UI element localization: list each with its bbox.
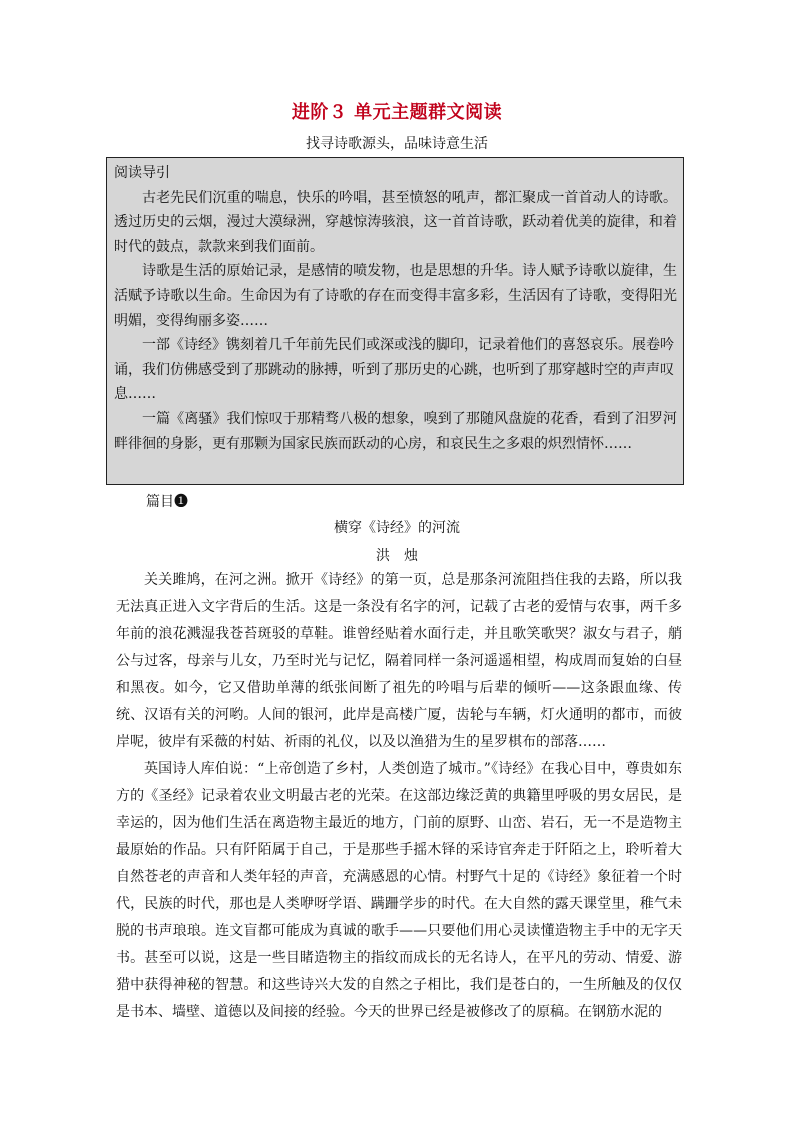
article-author: 洪烛 <box>376 548 432 564</box>
article-paragraph: 关关雎鸠，在河之洲。掀开《诗经》的第一页，总是那条河流阻挡住我的去路，所以我无法真正进入文字背后的生活。这是一条没有名字的河，记载了古老的爱情与农事，两千多年前的浪花溅湿我苍苔斑驳的草鞋。谁曾经贴着水面行走，并且歌笑歌哭？淑女与君子，艄公与过客，母亲与儿女，乃至时光与记忆，隔着同样一条河遥遥相望，构成周而复始的白昼和黑夜。如今，它又借助单薄的纸张间断了祖先的吟唱与后辈的倾听——这条跟血缘、传统、汉语有关的河哟。人间的银河，此岸是高楼广厦，齿轮与车辆，灯火通明的都市，而彼岸呢，彼岸有采薇的村姑、祈雨的礼仪，以及以渔猎为生的星罗棋布的部落…… <box>116 572 682 750</box>
article-paragraph: 英国诗人库伯说：“上帝创造了乡村，人类创造了城市。”《诗经》在我心目中，尊贵如东方的《圣经》记录着农业文明最古老的光荣。在这部边缘泛黄的典籍里呼吸的男女居民，是幸运的，因为他们生活在离造物主最近的地方，门前的原野、山峦、岩石，无一不是造物主最原始的作品。只有阡陌属于自己，于是那些手摇木铎的采诗官奔走于阡陌之上，聆听着大自然苍老的声音和人类年轻的声音，充满感恩的心情。村野气十足的《诗经》象征着一个时代，民族的时代，那也是人类咿呀学语、蹒跚学步的时代。在大自然的露天课堂里，稚气未脱的书声琅琅。连文盲都可能成为真诚的歌手——只要他们用心灵读懂造物主手中的无字天书。甚至可以说，这是一些目睹造物主的指纹而成长的无名诗人，在平凡的劳动、情爱、游猎中获得神秘的智慧。和这些诗兴大发的自然之子相比，我们是苍白的，一生所触及的仅仅是书本、墙壁、道德以及间接的经验。今天的世界已经是被修改了的原稿。在钢筋水泥的 <box>116 761 682 1020</box>
section-label: 篇目❶ <box>146 494 188 510</box>
article-title: 横穿《诗经》的河流 <box>334 520 460 536</box>
page-subtitle: 找寻诗歌源头，品味诗意生活 <box>306 136 488 152</box>
page-title: 进阶３ 单元主题群文阅读 <box>291 102 503 123</box>
guide-paragraph: 诗歌是生活的原始记录，是感情的喷发物，也是思想的升华。诗人赋予诗歌以旋律，生活赋予诗歌以生命。生命因为有了诗歌的存在而变得丰富多彩，生活因有了诗歌，变得阳光明媚，变得绚丽多姿…… <box>114 263 677 329</box>
guide-paragraph: 一部《诗经》镌刻着几千年前先民们或深或浅的脚印，记录着他们的喜怒哀乐。展卷吟诵，我们仿佛感受到了那跳动的脉搏，听到了那历史的心跳，也听到了那穿越时空的声声叹息…… <box>114 337 674 403</box>
reading-guide-label: 阅读导引 <box>114 165 170 181</box>
guide-paragraph: 古老先民们沉重的喘息，快乐的吟唱，甚至愤怒的吼声，都汇聚成一首首动人的诗歌。透过历史的云烟，漫过大漠绿洲，穿越惊涛骇浪，这一首首诗歌，跃动着优美的旋律，和着时代的鼓点，款款来到我们面前。 <box>114 189 677 255</box>
guide-paragraph: 一篇《离骚》我们惊叹于那精骛八极的想象，嗅到了那随风盘旋的花香，看到了汨罗河畔徘徊的身影，更有那颗为国家民族而跃动的心房，和哀民生之多艰的炽烈情怀…… <box>114 410 677 452</box>
article-body <box>116 567 682 1026</box>
reading-guide-box <box>106 157 684 485</box>
